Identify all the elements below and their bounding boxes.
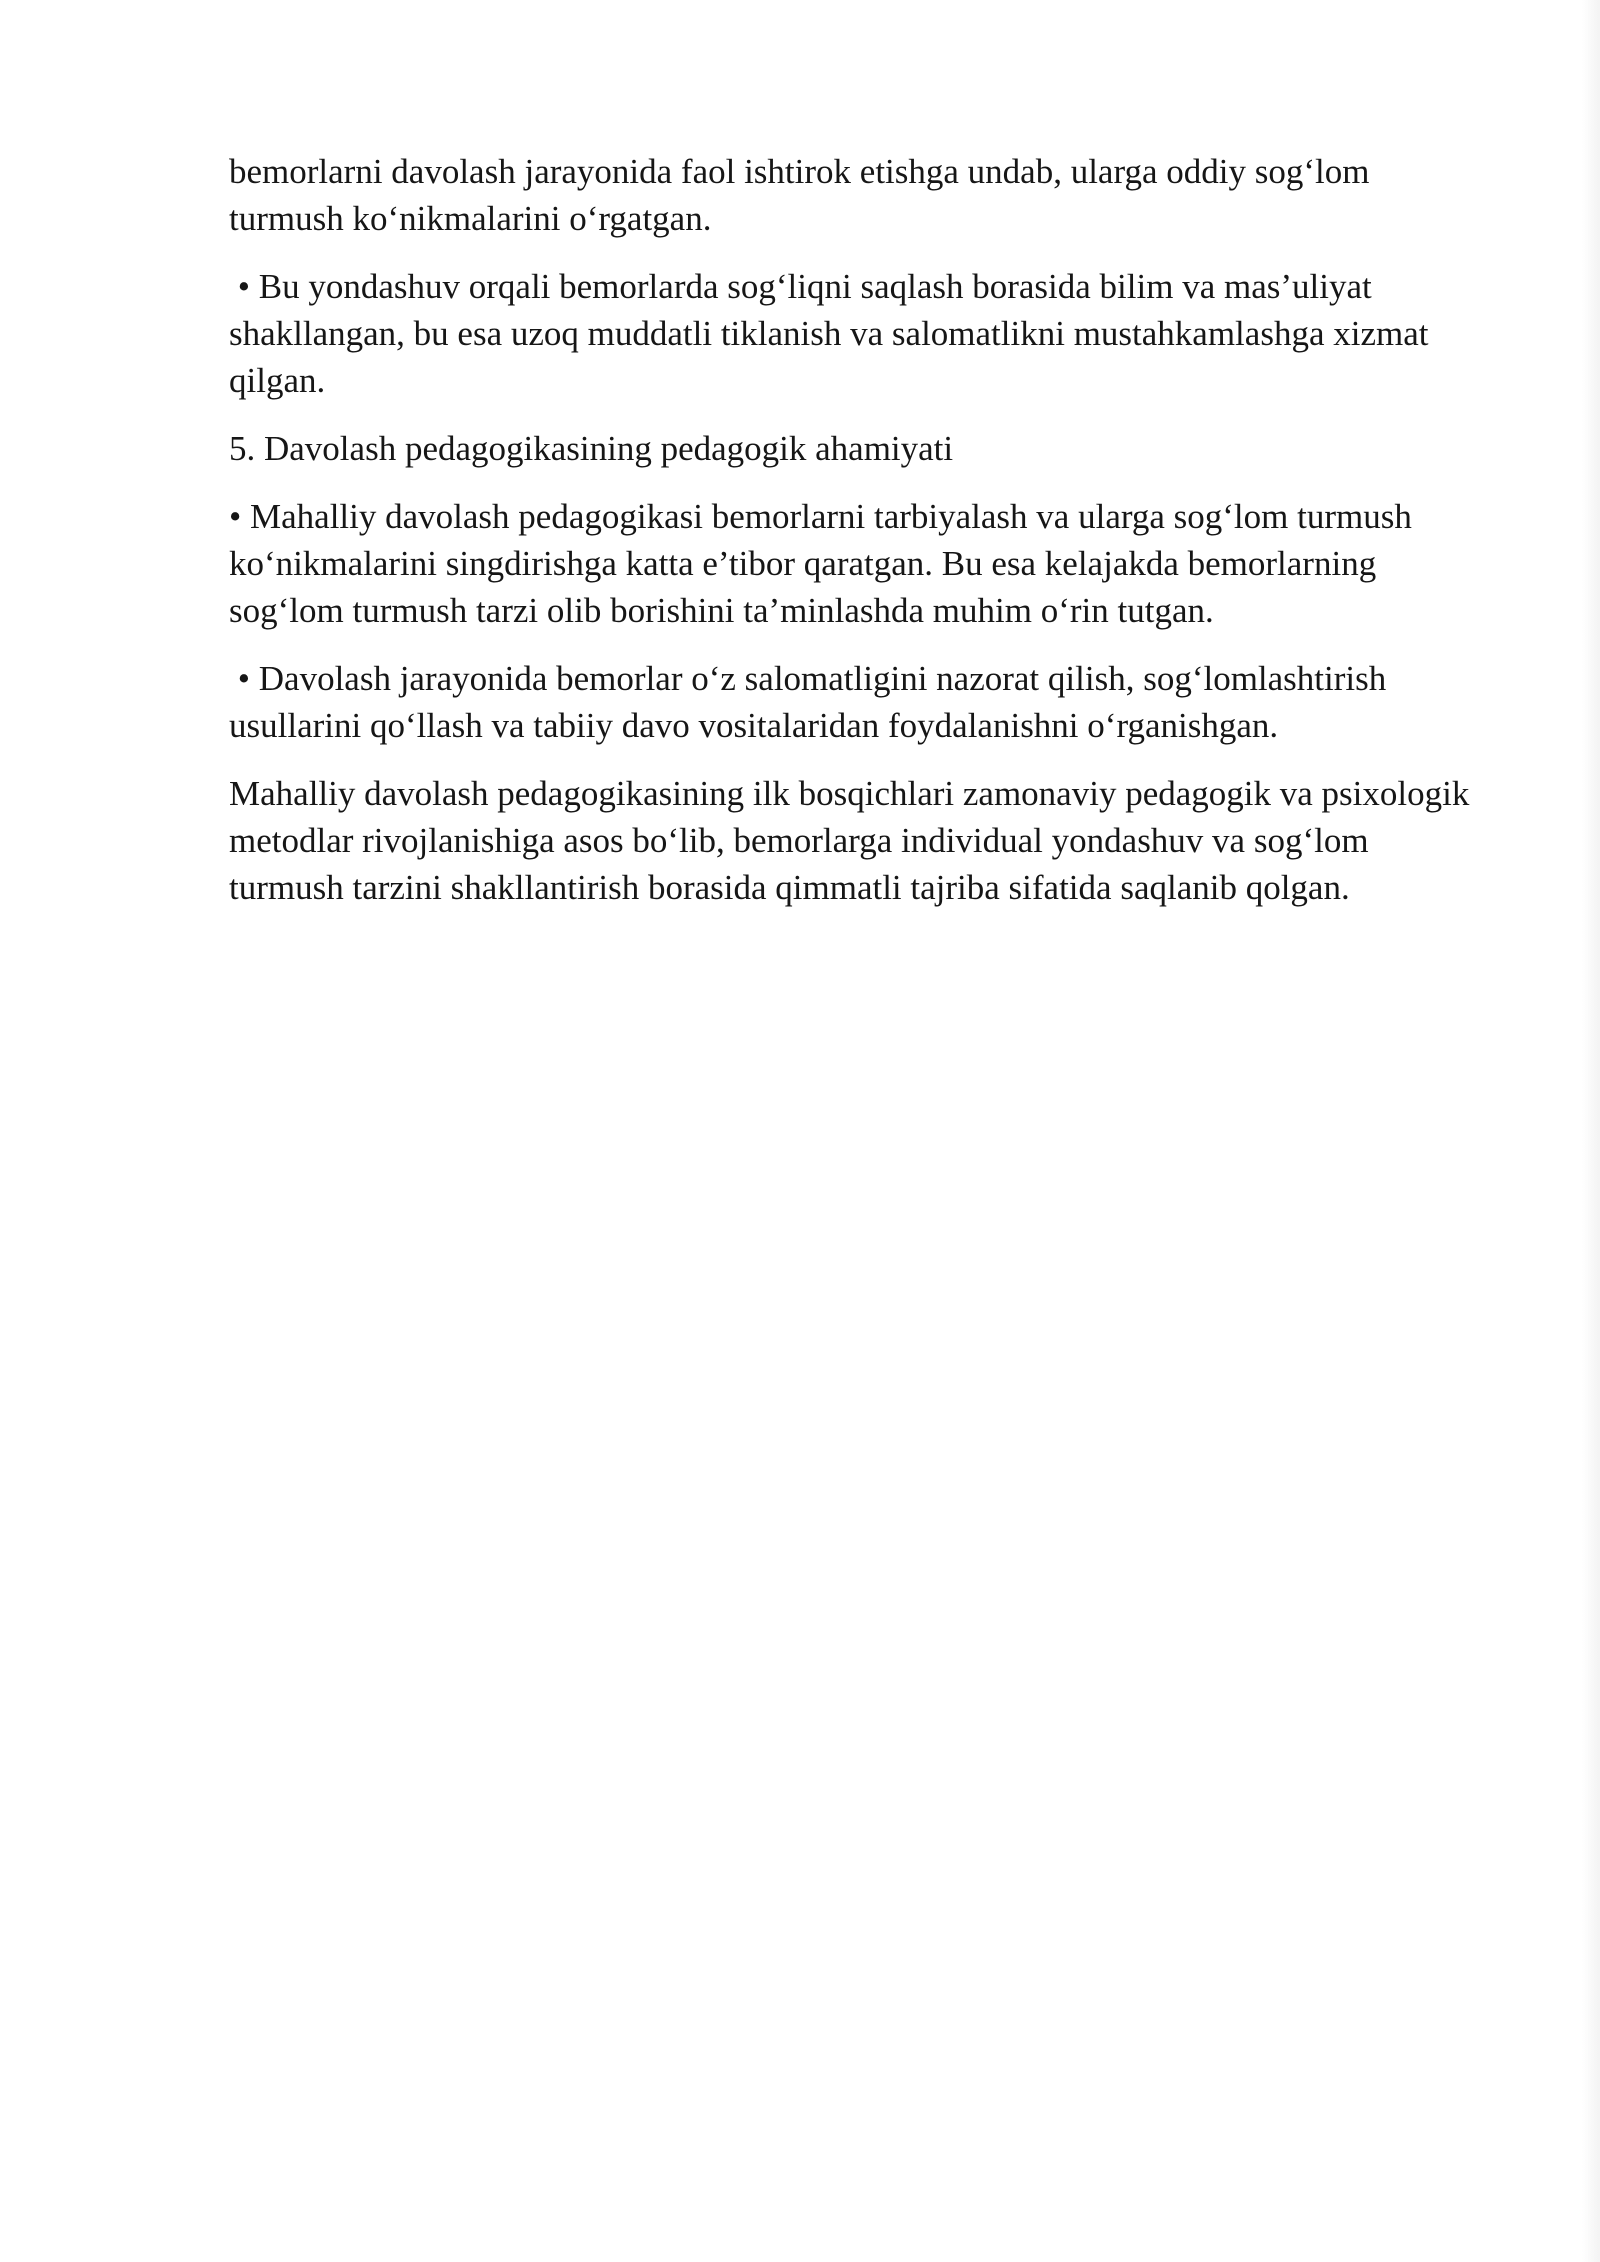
bullet-paragraph-approach: • Bu yondashuv orqali bemorlarda sog‘liqni saqlash borasida bilim va mas’uliyat shakllangan, bu esa uzoq muddatli tiklanish va salomatlikni mustahkamlashga xizmat qilgan. (229, 267, 1438, 400)
document-body (229, 148, 1479, 932)
section-heading: 5. Davolash pedagogikasining pedagogik ahamiyati (229, 429, 954, 468)
page-edge-shadow (1582, 0, 1600, 2262)
bullet-paragraph-treatment-process: • Davolash jarayonida bemorlar o‘z salomatligini nazorat qilish, sog‘lomlashtirish usullarini qo‘llash va tabiiy davo vositalaridan foydalanishni o‘rganishgan. (229, 659, 1396, 745)
concluding-paragraph: Mahalliy davolash pedagogikasining ilk bosqichlari zamonaviy pedagogik va psixologik metodlar rivojlanishiga asos bo‘lib, bemorlarga individual yondashuv va sog‘lom turmush tarzini shakllantirish borasida qimmatli tajriba sifatida saqlanib qolgan. (229, 774, 1470, 907)
paragraph-continuation: bemorlarni davolash jarayonida faol ishtirok etishga undab, ularga oddiy sog‘lom turmush ko‘nikmalarini o‘rgatgan. (229, 152, 1370, 238)
bullet-paragraph-local-pedagogy: • Mahalliy davolash pedagogikasi bemorlarni tarbiyalash va ularga sog‘lom turmush ko‘nikmalarini singdirishga katta e’tibor qaratgan. Bu esa kelajakda bemorlarning sog‘lom turmush tarzi olib borishini ta’minlashda muhim o‘rin tutgan. (229, 497, 1412, 630)
